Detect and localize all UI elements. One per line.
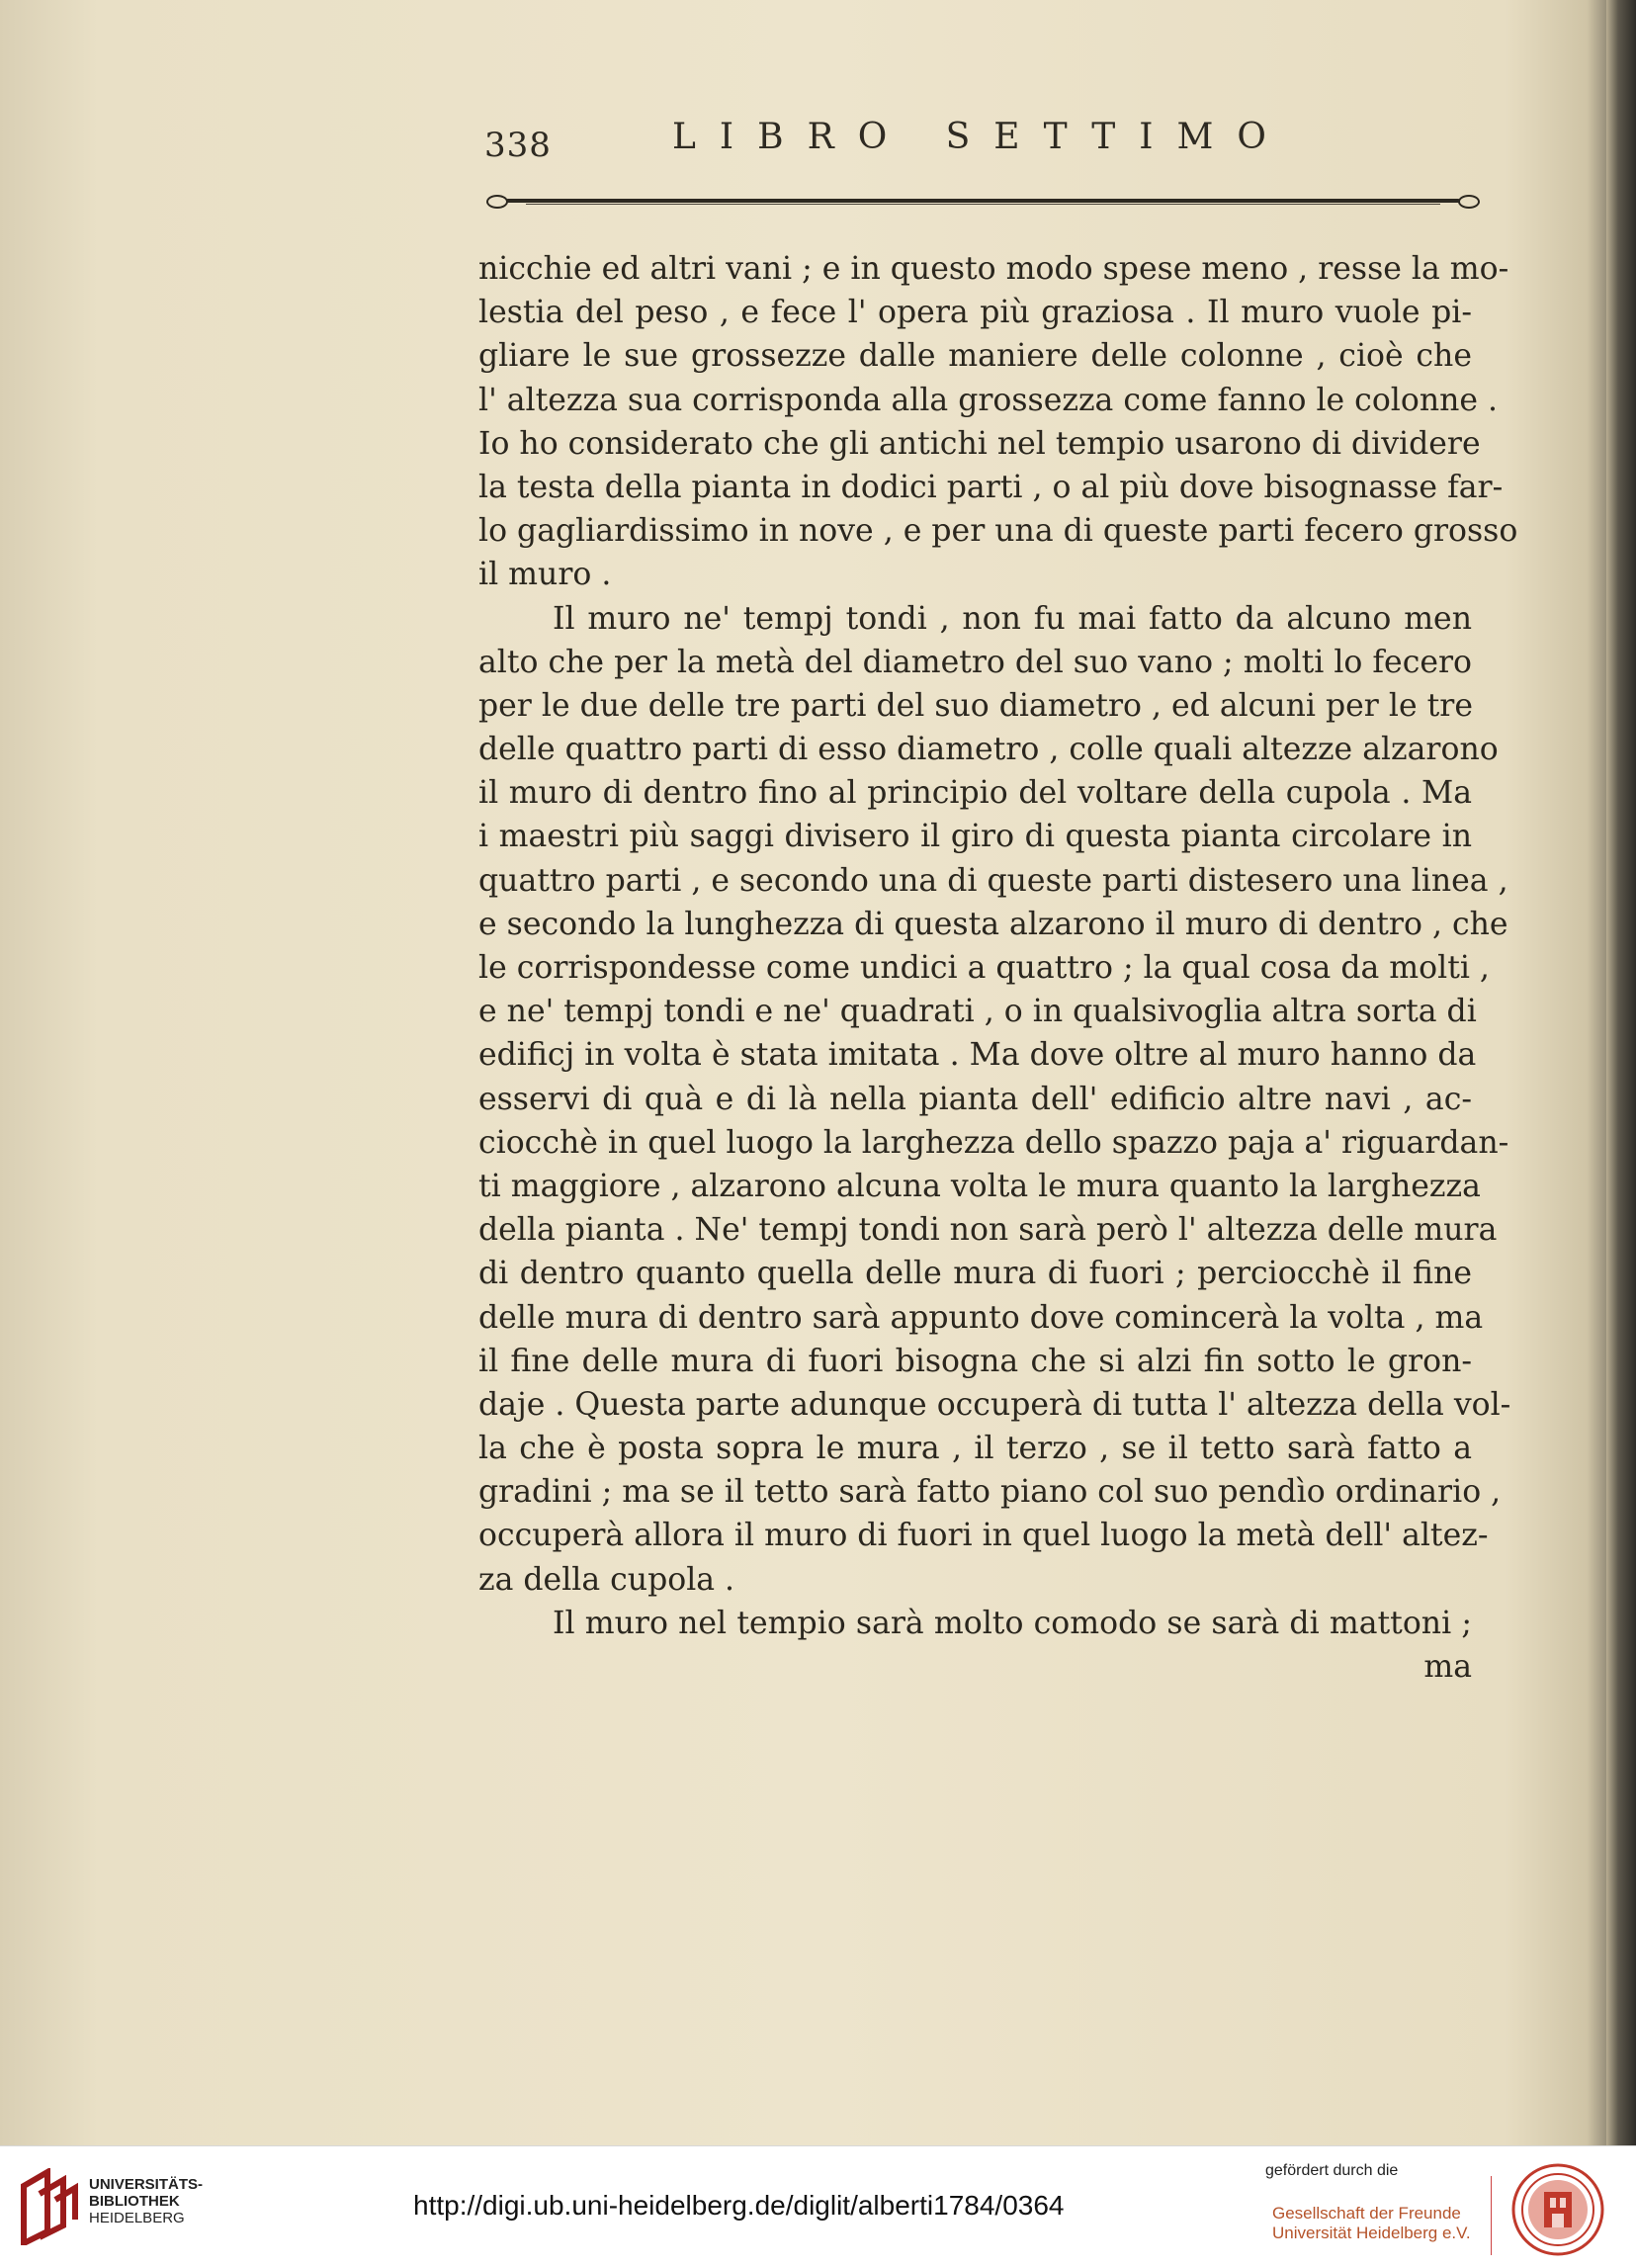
text-line: nicchie ed altri vani ; e in questo modo spese meno , resse la mo- bbox=[478, 251, 1509, 287]
digitization-footer bbox=[0, 2145, 1636, 2268]
text-line: della pianta . Ne' tempj tondi non sarà però l' altezza delle mura bbox=[478, 1212, 1498, 1249]
text-line: gliare le sue grossezze dalle maniere delle colonne , cioè che bbox=[478, 338, 1472, 375]
text-line: lestia del peso , e fece l' opera più graziosa . Il muro vuole pi- bbox=[478, 295, 1472, 331]
text-line: Il muro ne' tempj tondi , non fu mai fatto da alcuno men bbox=[553, 600, 1472, 637]
sponsor-name-line: Universität Heidelberg e.V. bbox=[1272, 2224, 1471, 2242]
catchword: ma bbox=[1423, 1649, 1472, 1685]
text-line: za della cupola . bbox=[478, 1561, 735, 1598]
text-line: la testa della pianta in dodici parti , o al più dove bisognasse far- bbox=[478, 469, 1504, 505]
divider bbox=[1491, 2176, 1492, 2255]
text-line: quattro parti , e secondo una di queste parti distesero una linea , bbox=[478, 862, 1508, 899]
text-line: ciocchè in quel luogo la larghezza dello spazzo paja a' riguardan- bbox=[478, 1124, 1509, 1161]
library-name-line: UNIVERSITÄTS- bbox=[89, 2176, 204, 2193]
permalink-url[interactable]: http://digi.ub.uni-heidelberg.de/diglit/alberti1784/0364 bbox=[413, 2190, 1065, 2221]
library-name-line: BIBLIOTHEK bbox=[89, 2193, 180, 2210]
text-line: il fine delle mura di fuori bisogna che si alzi fin sotto le gron- bbox=[478, 1343, 1472, 1379]
sponsor-label: gefördert durch die bbox=[1265, 2162, 1399, 2179]
text-line: l' altezza sua corrisponda alla grossezza come fanno le colonne . bbox=[478, 382, 1499, 418]
text-line: per le due delle tre parti del suo diametro , ed alcuni per le tre bbox=[478, 687, 1473, 724]
library-name-line: HEIDELBERG bbox=[89, 2210, 185, 2226]
ornamental-rule bbox=[486, 194, 1480, 208]
text-line: edificj in volta è stata imitata . Ma dove oltre al muro hanno da bbox=[478, 1037, 1477, 1074]
text-line: gradini ; ma se il tetto sarà fatto piano col suo pendìo ordinario , bbox=[478, 1474, 1502, 1511]
text-line: occuperà allora il muro di fuori in quel luogo la metà dell' altez- bbox=[478, 1518, 1489, 1554]
text-line: Io ho considerato che gli antichi nel tempio usarono di dividere bbox=[478, 425, 1481, 462]
page-edge-shadow bbox=[1606, 0, 1636, 2145]
text-line: lo gagliardissimo in nove , e per una di queste parti fecero grosso bbox=[478, 513, 1518, 550]
text-line: alto che per la metà del diametro del suo vano ; molti lo fecero bbox=[478, 644, 1473, 680]
text-line: la che è posta sopra le mura , il terzo , se il tetto sarà fatto a bbox=[478, 1431, 1472, 1467]
page-number: 338 bbox=[484, 126, 552, 165]
text-line: e ne' tempj tondi e ne' quadrati , o in qualsivoglia altra sorta di bbox=[478, 994, 1477, 1030]
rule-right-flourish bbox=[1458, 195, 1480, 209]
text-line: le corrispondesse come undici a quattro ; la qual cosa da molti , bbox=[478, 950, 1490, 986]
rule-left-flourish bbox=[486, 195, 508, 209]
sponsor-name bbox=[1272, 2204, 1471, 2243]
library-name bbox=[89, 2176, 203, 2226]
text-line: il muro di dentro fino al principio del voltare della cupola . Ma bbox=[478, 775, 1472, 812]
text-line: esservi di quà e di là nella pianta dell' edificio altre navi , ac- bbox=[478, 1081, 1472, 1117]
text-line: delle mura di dentro sarà appunto dove comincerà la volta , ma bbox=[478, 1299, 1484, 1336]
sponsor-name-line: Gesellschaft der Freunde bbox=[1272, 2204, 1461, 2223]
text-line: il muro . bbox=[478, 557, 612, 593]
chapter-title: LIBRO SETTIMO bbox=[672, 117, 1290, 157]
body-text bbox=[478, 247, 1518, 1689]
text-line: Il muro nel tempio sarà molto comodo se sarà di mattoni ; bbox=[553, 1605, 1472, 1641]
university-seal-icon bbox=[1510, 2162, 1605, 2257]
text-line: ti maggiore , alzarono alcuna volta le mura quanto la larghezza bbox=[478, 1168, 1481, 1204]
text-line: daje . Questa parte adunque occuperà di tutta l' altezza della vol- bbox=[478, 1386, 1511, 1423]
text-line: e secondo la lunghezza di questa alzarono il muro di dentro , che bbox=[478, 906, 1508, 942]
text-line: i maestri più saggi divisero il giro di questa pianta circolare in bbox=[478, 819, 1472, 855]
library-logo-icon bbox=[18, 2168, 81, 2245]
text-line: delle quattro parti di esso diametro , colle quali altezze alzarono bbox=[478, 732, 1499, 768]
running-head bbox=[484, 111, 1483, 170]
text-line: di dentro quanto quella delle mura di fuori ; perciocchè il fine bbox=[478, 1256, 1472, 1292]
